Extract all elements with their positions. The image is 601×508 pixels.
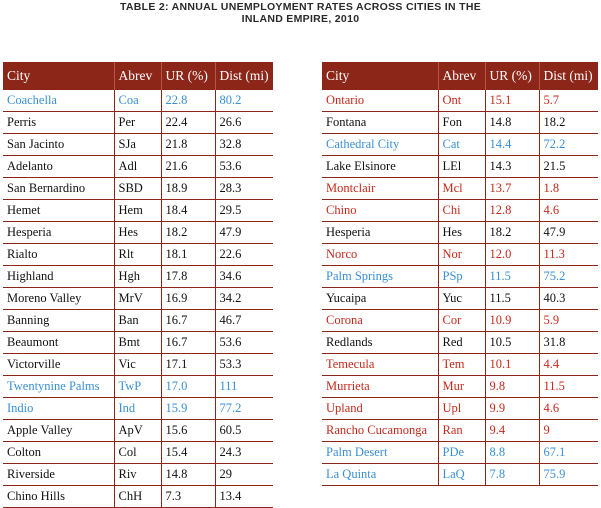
dist-cell: 111 <box>215 376 273 398</box>
table-title-line-1: TABLE 2: ANNUAL UNEMPLOYMENT RATES ACROSS CITIES IN THE <box>119 1 482 13</box>
table-row <box>3 310 273 332</box>
city-cell: Norco <box>322 244 438 266</box>
ur-cell: 21.8 <box>161 134 215 156</box>
abrev-cell: Ind <box>114 398 161 420</box>
table-row <box>322 266 598 288</box>
abrev-cell: SBD <box>114 178 161 200</box>
abrev-cell: Riv <box>114 464 161 486</box>
table-row <box>3 332 273 354</box>
ur-cell: 12.0 <box>485 244 539 266</box>
city-cell: Corona <box>322 310 438 332</box>
table-row <box>322 464 598 486</box>
dist-cell: 28.3 <box>215 178 273 200</box>
left-table-body <box>3 90 273 508</box>
header-abrev: Abrev <box>438 62 485 90</box>
abrev-cell: Adl <box>114 156 161 178</box>
ur-cell: 11.5 <box>485 288 539 310</box>
abrev-cell: Hgh <box>114 266 161 288</box>
dist-cell: 4.4 <box>539 354 598 376</box>
abrev-cell: Hes <box>114 222 161 244</box>
ur-cell: 10.1 <box>485 354 539 376</box>
table-row <box>322 222 598 244</box>
city-cell: Murrieta <box>322 376 438 398</box>
table-row <box>3 266 273 288</box>
ur-cell: 17.0 <box>161 376 215 398</box>
abrev-cell: Nor <box>438 244 485 266</box>
ur-cell: 9.9 <box>485 398 539 420</box>
dist-cell: 75.9 <box>539 464 598 486</box>
ur-cell: 16.7 <box>161 332 215 354</box>
table-row <box>3 376 273 398</box>
dist-cell: 47.9 <box>215 222 273 244</box>
table-row <box>3 464 273 486</box>
dist-cell: 75.2 <box>539 266 598 288</box>
city-cell: Apple Valley <box>3 420 114 442</box>
city-cell: Rialto <box>3 244 114 266</box>
city-cell: Lake Elsinore <box>322 156 438 178</box>
city-cell: Coachella <box>3 90 114 112</box>
ur-cell: 11.5 <box>485 266 539 288</box>
dist-cell: 26.6 <box>215 112 273 134</box>
table-row <box>3 244 273 266</box>
ur-cell: 7.3 <box>161 486 215 508</box>
abrev-cell: Ont <box>438 90 485 112</box>
table-row <box>3 112 273 134</box>
dist-cell: 13.4 <box>215 486 273 508</box>
abrev-cell: Yuc <box>438 288 485 310</box>
table-row <box>3 178 273 200</box>
abrev-cell: ApV <box>114 420 161 442</box>
dist-cell: 53.3 <box>215 354 273 376</box>
table-row <box>3 486 273 508</box>
city-cell: San Jacinto <box>3 134 114 156</box>
city-cell: Yucaipa <box>322 288 438 310</box>
city-cell: Chino <box>322 200 438 222</box>
table-row <box>3 398 273 420</box>
city-cell: Beaumont <box>3 332 114 354</box>
table-row <box>322 112 598 134</box>
header-city: City <box>322 62 438 90</box>
table-row <box>3 420 273 442</box>
city-cell: Redlands <box>322 332 438 354</box>
dist-cell: 60.5 <box>215 420 273 442</box>
table-row <box>322 90 598 112</box>
city-cell: Hesperia <box>322 222 438 244</box>
abrev-cell: Hes <box>438 222 485 244</box>
right-unemployment-table <box>322 62 598 486</box>
city-cell: Montclair <box>322 178 438 200</box>
dist-cell: 53.6 <box>215 156 273 178</box>
ur-cell: 18.4 <box>161 200 215 222</box>
abrev-cell: Red <box>438 332 485 354</box>
city-cell: Ontario <box>322 90 438 112</box>
ur-cell: 18.1 <box>161 244 215 266</box>
abrev-cell: Per <box>114 112 161 134</box>
table-row <box>3 90 273 112</box>
ur-cell: 22.8 <box>161 90 215 112</box>
dist-cell: 31.8 <box>539 332 598 354</box>
ur-cell: 13.7 <box>485 178 539 200</box>
table-row <box>322 178 598 200</box>
ur-cell: 17.1 <box>161 354 215 376</box>
table-row <box>322 354 598 376</box>
ur-cell: 14.4 <box>485 134 539 156</box>
dist-cell: 72.2 <box>539 134 598 156</box>
dist-cell: 22.6 <box>215 244 273 266</box>
table-row <box>3 222 273 244</box>
city-cell: Twentynine Palms <box>3 376 114 398</box>
abrev-cell: Vic <box>114 354 161 376</box>
header-city: City <box>3 62 114 90</box>
city-cell: Adelanto <box>3 156 114 178</box>
dist-cell: 18.2 <box>539 112 598 134</box>
ur-cell: 14.8 <box>161 464 215 486</box>
city-cell: Fontana <box>322 112 438 134</box>
ur-cell: 8.8 <box>485 442 539 464</box>
abrev-cell: LaQ <box>438 464 485 486</box>
ur-cell: 15.1 <box>485 90 539 112</box>
dist-cell: 34.2 <box>215 288 273 310</box>
table-row <box>3 442 273 464</box>
dist-cell: 4.6 <box>539 200 598 222</box>
right-table-body <box>322 90 598 486</box>
table-row <box>322 134 598 156</box>
city-cell: Moreno Valley <box>3 288 114 310</box>
abrev-cell: ChH <box>114 486 161 508</box>
table-row <box>322 332 598 354</box>
ur-cell: 10.5 <box>485 332 539 354</box>
abrev-cell: Mcl <box>438 178 485 200</box>
ur-cell: 16.9 <box>161 288 215 310</box>
dist-cell: 77.2 <box>215 398 273 420</box>
header-dist: Dist (mi) <box>539 62 598 90</box>
table-title-line-2: INLAND EMPIRE, 2010 <box>241 13 360 25</box>
dist-cell: 53.6 <box>215 332 273 354</box>
city-cell: La Quinta <box>322 464 438 486</box>
dist-cell: 80.2 <box>215 90 273 112</box>
abrev-cell: Ran <box>438 420 485 442</box>
abrev-cell: MrV <box>114 288 161 310</box>
city-cell: Colton <box>3 442 114 464</box>
abrev-cell: Upl <box>438 398 485 420</box>
abrev-cell: LEl <box>438 156 485 178</box>
dist-cell: 9 <box>539 420 598 442</box>
dist-cell: 40.3 <box>539 288 598 310</box>
table-row <box>322 244 598 266</box>
table-row <box>3 134 273 156</box>
abrev-cell: Hem <box>114 200 161 222</box>
dist-cell: 5.9 <box>539 310 598 332</box>
abrev-cell: Col <box>114 442 161 464</box>
ur-cell: 18.2 <box>485 222 539 244</box>
abrev-cell: Ban <box>114 310 161 332</box>
dist-cell: 24.3 <box>215 442 273 464</box>
table-row <box>322 420 598 442</box>
ur-cell: 7.8 <box>485 464 539 486</box>
abrev-cell: SJa <box>114 134 161 156</box>
table-row <box>3 156 273 178</box>
abrev-cell: PSp <box>438 266 485 288</box>
abrev-cell: Bmt <box>114 332 161 354</box>
dist-cell: 29.5 <box>215 200 273 222</box>
dist-cell: 11.5 <box>539 376 598 398</box>
dist-cell: 32.8 <box>215 134 273 156</box>
abrev-cell: Fon <box>438 112 485 134</box>
abrev-cell: Cor <box>438 310 485 332</box>
ur-cell: 9.8 <box>485 376 539 398</box>
ur-cell: 15.4 <box>161 442 215 464</box>
city-cell: Perris <box>3 112 114 134</box>
city-cell: Banning <box>3 310 114 332</box>
ur-cell: 18.2 <box>161 222 215 244</box>
dist-cell: 21.5 <box>539 156 598 178</box>
left-table-header-row <box>3 62 273 90</box>
dist-cell: 4.6 <box>539 398 598 420</box>
ur-cell: 15.6 <box>161 420 215 442</box>
ur-cell: 17.8 <box>161 266 215 288</box>
ur-cell: 12.8 <box>485 200 539 222</box>
dist-cell: 5.7 <box>539 90 598 112</box>
left-unemployment-table <box>3 62 273 508</box>
abrev-cell: Tem <box>438 354 485 376</box>
abrev-cell: Rlt <box>114 244 161 266</box>
dist-cell: 46.7 <box>215 310 273 332</box>
city-cell: Cathedral City <box>322 134 438 156</box>
city-cell: Temecula <box>322 354 438 376</box>
abrev-cell: Mur <box>438 376 485 398</box>
header-ur: UR (%) <box>161 62 215 90</box>
table-row <box>322 288 598 310</box>
ur-cell: 14.3 <box>485 156 539 178</box>
city-cell: Hesperia <box>3 222 114 244</box>
table-row <box>322 376 598 398</box>
city-cell: Hemet <box>3 200 114 222</box>
ur-cell: 10.9 <box>485 310 539 332</box>
table-row <box>322 398 598 420</box>
dist-cell: 11.3 <box>539 244 598 266</box>
header-dist: Dist (mi) <box>215 62 273 90</box>
ur-cell: 18.9 <box>161 178 215 200</box>
city-cell: San Bernardino <box>3 178 114 200</box>
dist-cell: 47.9 <box>539 222 598 244</box>
dist-cell: 67.1 <box>539 442 598 464</box>
abrev-cell: PDe <box>438 442 485 464</box>
ur-cell: 14.8 <box>485 112 539 134</box>
table-row <box>322 200 598 222</box>
abrev-cell: Cat <box>438 134 485 156</box>
dist-cell: 1.8 <box>539 178 598 200</box>
table-row <box>322 156 598 178</box>
abrev-cell: Chi <box>438 200 485 222</box>
city-cell: Indio <box>3 398 114 420</box>
ur-cell: 15.9 <box>161 398 215 420</box>
header-ur: UR (%) <box>485 62 539 90</box>
ur-cell: 22.4 <box>161 112 215 134</box>
table-title <box>0 1 601 25</box>
city-cell: Victorville <box>3 354 114 376</box>
table-row <box>3 354 273 376</box>
city-cell: Chino Hills <box>3 486 114 508</box>
dist-cell: 29 <box>215 464 273 486</box>
ur-cell: 21.6 <box>161 156 215 178</box>
table-row <box>322 310 598 332</box>
abrev-cell: TwP <box>114 376 161 398</box>
city-cell: Highland <box>3 266 114 288</box>
ur-cell: 16.7 <box>161 310 215 332</box>
city-cell: Rancho Cucamonga <box>322 420 438 442</box>
header-abrev: Abrev <box>114 62 161 90</box>
city-cell: Palm Desert <box>322 442 438 464</box>
city-cell: Riverside <box>3 464 114 486</box>
table-row <box>3 200 273 222</box>
right-table-header-row <box>322 62 598 90</box>
abrev-cell: Coa <box>114 90 161 112</box>
city-cell: Upland <box>322 398 438 420</box>
table-row <box>322 442 598 464</box>
table-row <box>3 288 273 310</box>
city-cell: Palm Springs <box>322 266 438 288</box>
dist-cell: 34.6 <box>215 266 273 288</box>
ur-cell: 9.4 <box>485 420 539 442</box>
